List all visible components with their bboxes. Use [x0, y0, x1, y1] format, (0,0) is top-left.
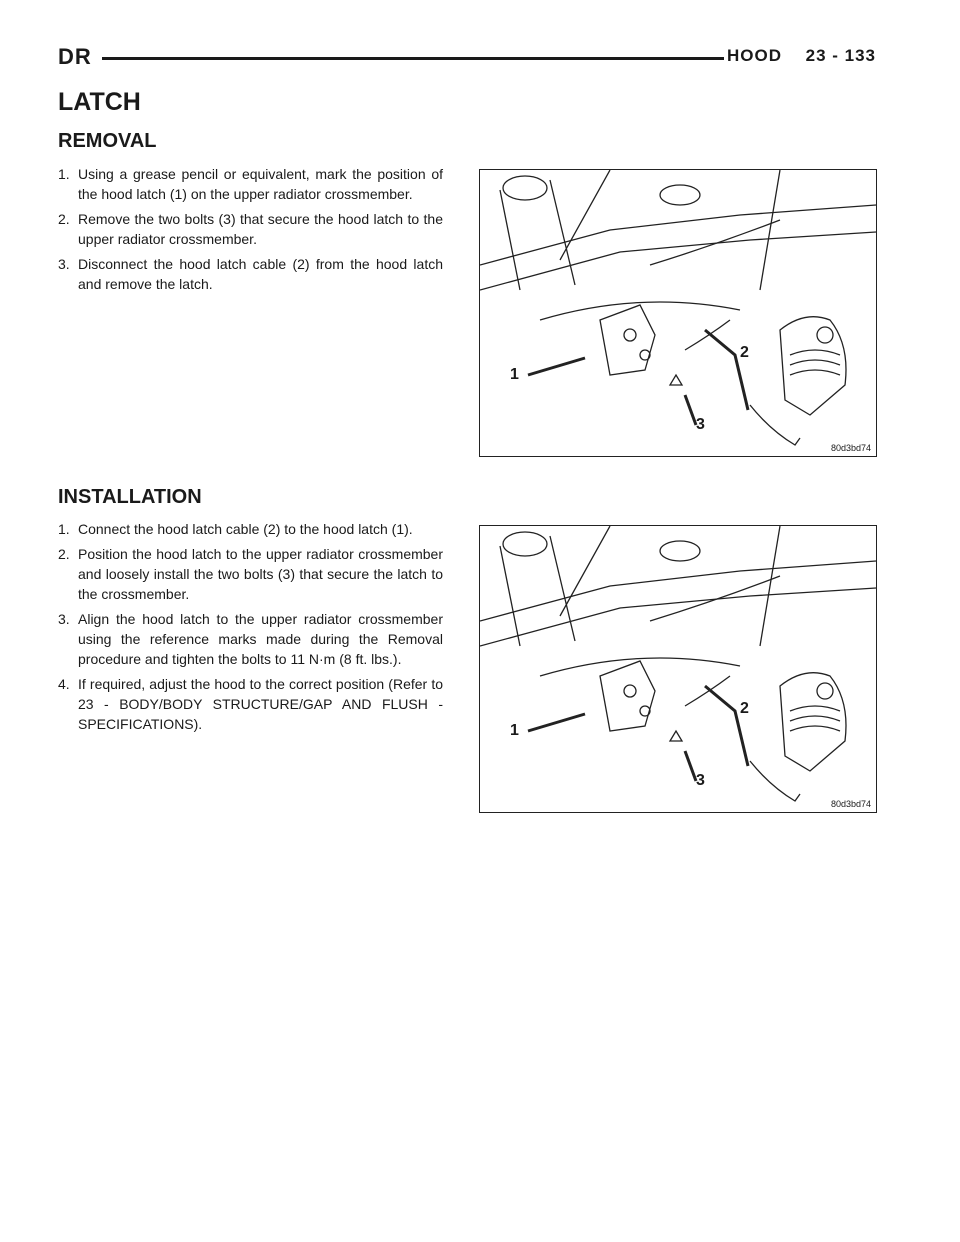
step-number: 1. [58, 521, 70, 537]
header-rule [102, 57, 724, 60]
step-text: Connect the hood latch cable (2) to the hood latch (1). [78, 521, 413, 537]
step-item [58, 674, 443, 734]
installation-illustration [479, 525, 877, 813]
figure-id: 80d3bd74 [830, 443, 871, 453]
step-text: Align the hood latch to the upper radiator crossmember using the reference marks made during the Removal procedure and tighten the bolts to 11 N·m (8 ft. lbs.). [78, 611, 443, 667]
page-title: LATCH [58, 88, 141, 116]
step-text: Disconnect the hood latch cable (2) from the hood latch and remove the latch. [78, 256, 443, 292]
latch-drawing [480, 170, 876, 456]
step-number: 3. [58, 256, 70, 272]
step-text: If required, adjust the hood to the correct position (Refer to 23 - BODY/BODY STRUCTURE/GAP AND FLUSH - SPECIFICATIONS). [78, 676, 443, 732]
installation-steps [58, 519, 443, 739]
step-item [58, 609, 443, 669]
installation-heading: INSTALLATION [58, 486, 202, 508]
callout-1: 1 [510, 366, 519, 383]
step-number: 2. [58, 546, 70, 562]
step-number: 4. [58, 676, 70, 692]
latch-drawing [480, 526, 876, 812]
step-text: Remove the two bolts (3) that secure the hood latch to the upper radiator crossmember. [78, 211, 443, 247]
removal-steps [58, 164, 443, 299]
callout-2: 2 [740, 344, 749, 361]
removal-heading: REMOVAL [58, 130, 157, 152]
callout-1: 1 [510, 722, 519, 739]
callout-3: 3 [696, 416, 705, 433]
step-item [58, 209, 443, 249]
manual-code: DR [58, 44, 92, 69]
step-text: Using a grease pencil or equivalent, mark the position of the hood latch (1) on the upper radiator crossmember. [78, 166, 443, 202]
page-number: 23 - 133 [805, 46, 876, 65]
callout-3: 3 [696, 772, 705, 789]
step-item [58, 544, 443, 604]
removal-illustration [479, 169, 877, 457]
step-item [58, 164, 443, 204]
step-text: Position the hood latch to the upper radiator crossmember and loosely install the two bolts (3) that secure the latch to the crossmember. [78, 546, 443, 602]
step-number: 2. [58, 211, 70, 227]
page-header [58, 44, 876, 74]
figure-id: 80d3bd74 [830, 799, 871, 809]
step-item [58, 254, 443, 294]
step-item [58, 519, 443, 539]
step-number: 1. [58, 166, 70, 182]
section-name: HOOD [727, 46, 782, 65]
callout-2: 2 [740, 700, 749, 717]
step-number: 3. [58, 611, 70, 627]
